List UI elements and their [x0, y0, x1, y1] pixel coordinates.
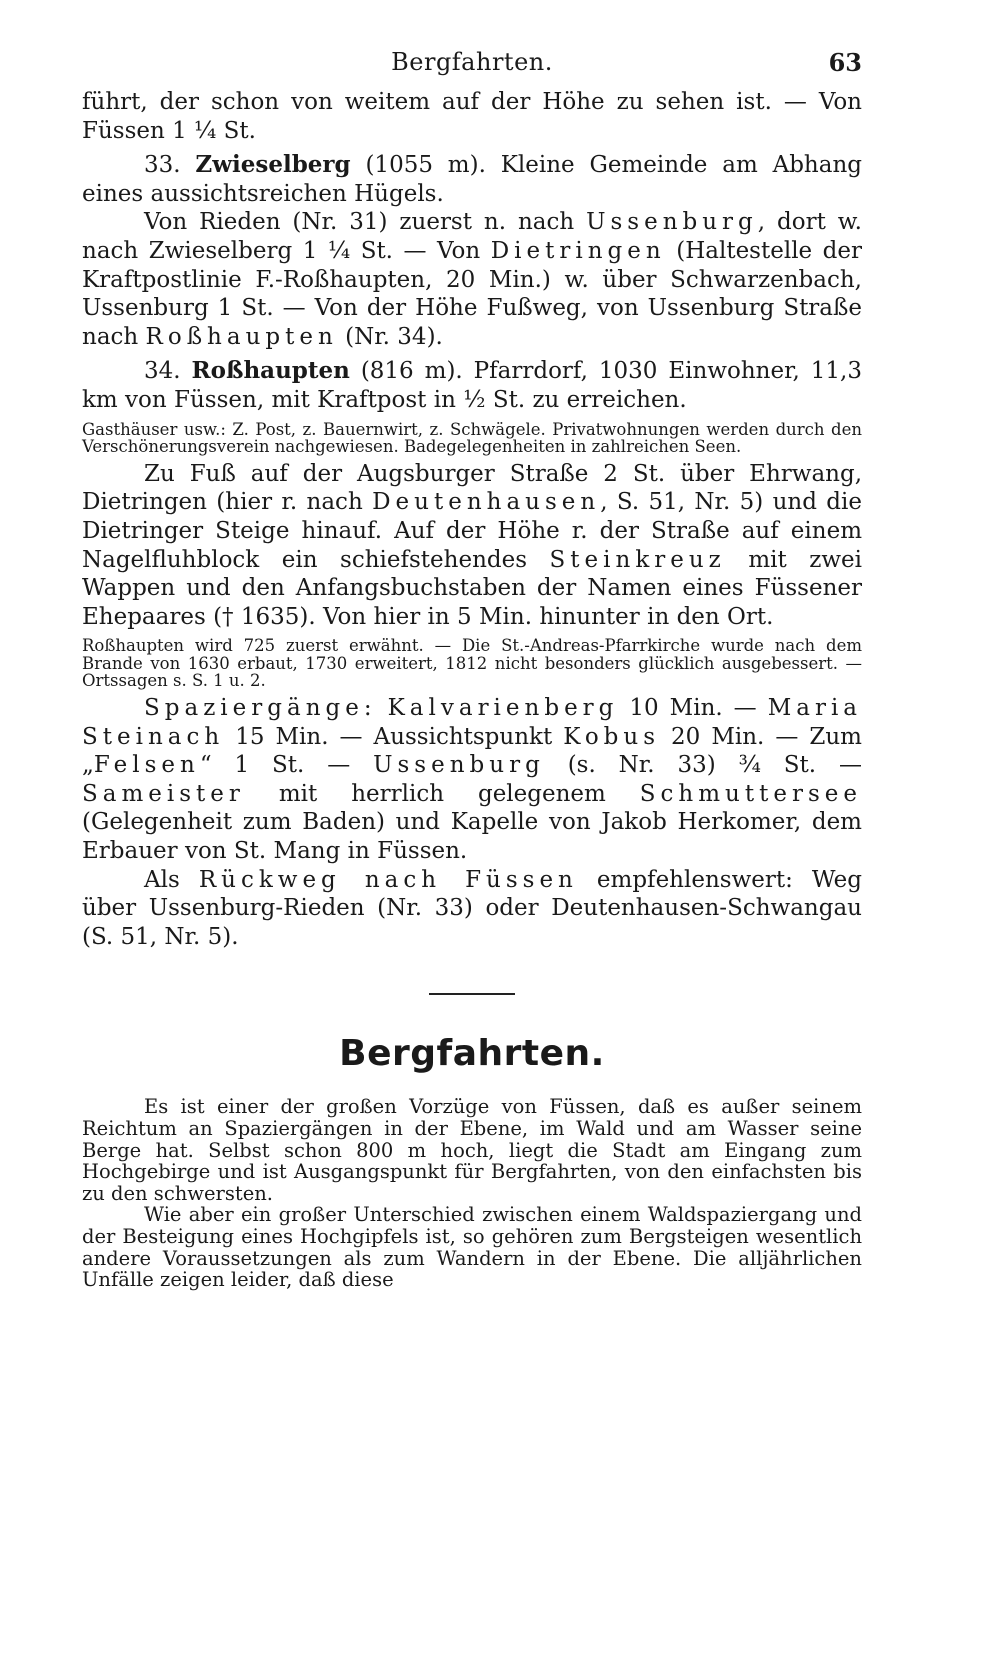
small-print-history: Roßhaupten wird 725 zuerst erwähnt. — Die St.-Andreas-Pfarrkirche wurde nach dem Brande von 1630 erbaut, 1730 erweitert, 1812 nicht besonders glücklich ausgebessert. — Ortssagen s. S. 1 u. 2. [82, 636, 862, 691]
place-rosshaupten: Roßhaupten [145, 323, 338, 350]
entry-34-heading [82, 357, 862, 414]
entry-34-return [82, 866, 862, 952]
section-paragraph-1: Es ist einer der großen Vorzüge von Füssen, daß es außer seinem Reichtum an Spaziergängen in der Ebene, im Wald und am Wasser seine Berge hat. Selbst schon 800 m hoch, liegt die Stadt am Eingang zum Hochgebirge und ist Ausgangspunkt für Bergfahrten, von den einfachsten bis zu den schwersten. [82, 1095, 862, 1205]
running-head [82, 48, 862, 88]
entry-33-route [82, 208, 862, 351]
entry-34-route-text-c: , S. 51, Nr. 5) und die Dietringer Steige hinauf. Auf der Höhe r. der Straße auf einem Nagelfluhblock ein schiefstehendes [82, 489, 862, 573]
place-maria-steinach: Maria Steinach [82, 695, 863, 750]
walks-text-h: 20 Min. — Zum „ [82, 723, 862, 779]
place-kalvarienberg: Kalvarienberg [387, 695, 619, 722]
place-dietringen: Dietringen [490, 237, 666, 264]
section-title: Bergfahrten. [339, 1033, 605, 1075]
return-text-c: empfehlenswert: Weg über Ussenburg-Rieden (Nr. 33) oder Deutenhausen-Schwangau (S. 51, Nr. 5). [82, 866, 862, 950]
walks-text-l: (s. Nr. 33) ¾ St. — [544, 752, 863, 779]
place-deutenhausen: Deutenhausen [372, 489, 601, 516]
place-ussenburg: Ussenburg [586, 209, 758, 236]
section-paragraph-2: Wie aber ein großer Unterschied zwischen einem Waldspaziergang und der Besteigung eines Hochgipfels ist, so gehören zum Bergsteigen wesentlich andere Voraussetzungen als zum Wandern in der Ebene. Die alljährlichen Unfälle zeigen leider, daß diese [82, 1203, 862, 1292]
place-schmuttersee: Schmuttersee [639, 780, 862, 807]
place-sameister: Sameister [82, 780, 245, 807]
place-steinkreuz: Steinkreuz [549, 546, 726, 573]
entry-34-route [82, 460, 862, 632]
entry-33-number: 33. [144, 152, 181, 179]
place-ussenburg-walk: Ussenburg [373, 752, 545, 779]
paragraph-continuation: führt, der schon von weitem auf der Höhe zu sehen ist. — Von Füssen 1 ¼ St. [82, 89, 862, 144]
entry-33-name: Zwieselberg [195, 151, 351, 179]
walks-text-n: mit herrlich gelegenem [244, 780, 640, 807]
entry-34-walks [82, 694, 862, 866]
walks-label: Spaziergänge: [144, 695, 377, 722]
entry-33-intro: (1055 m). Kleine Gemeinde am Abhang eines aussichtsreichen Hügels. [82, 152, 862, 207]
entry-33-route-text-c: , dort w. nach Zwieselberg 1 ¼ St. — Von [82, 209, 862, 264]
entry-33-route-text-a: Von Rieden (Nr. 31) zuerst n. nach [144, 209, 587, 236]
entry-34-route-text-a: Zu Fuß auf der Augsburger Straße 2 St. über Ehrwang, Dietringen (hier r. nach [82, 460, 862, 516]
walks-text-f: 15 Min. — Aussichtspunkt [224, 723, 564, 750]
small-print-lodging: Gasthäuser usw.: Z. Post, z. Bauernwirt, z. Schwägele. Privatwohnungen werden durch den Verschönerungsverein nachgewiesen. Badegelegenheiten in zahlreichen Seen. [82, 419, 862, 457]
place-kobus: Kobus [563, 723, 661, 750]
entry-34-route-text-e: mit zwei Wappen und den Anfangsbuchstaben der Namen eines Füssener Ehepaares († 1635). Von hier in 5 Min. hinunter in den Ort. [82, 546, 862, 630]
page-number: 63 [828, 48, 862, 77]
return-text-a: Als [144, 866, 199, 893]
entry-33-heading [82, 151, 862, 208]
walks-space [377, 695, 388, 721]
entry-34-number: 34. [144, 358, 181, 385]
entry-34-intro: (816 m). Pfarrdorf, 1030 Einwohner, 11,3 km von Füssen, mit Kraftpost in ½ St. zu erreichen. [82, 358, 862, 413]
walks-text-j: “ 1 St. — [199, 752, 374, 779]
walks-text-p: (Gelegenheit zum Baden) und Kapelle von Jakob Herkomer, dem Erbauer von St. Mang in Füssen. [82, 809, 862, 865]
entry-33-route-text-e: (Haltestelle der Kraftpostlinie F.-Roßhaupten, 20 Min.) w. über Schwarzenbach, Ussenburg 1 St. — Von der Höhe Fußweg, von Ussenburg Straße nach [82, 237, 863, 350]
running-title: Bergfahrten. [391, 48, 553, 76]
return-route-label: Rückweg nach Füssen [198, 866, 578, 893]
walks-text-d: 10 Min. — [618, 695, 768, 722]
entry-34-name: Roßhaupten [191, 357, 350, 385]
place-felsen: Felsen [93, 752, 200, 779]
entry-33-route-text-g: (Nr. 34). [337, 323, 443, 350]
section-divider [429, 993, 515, 995]
book-page [82, 48, 862, 1291]
